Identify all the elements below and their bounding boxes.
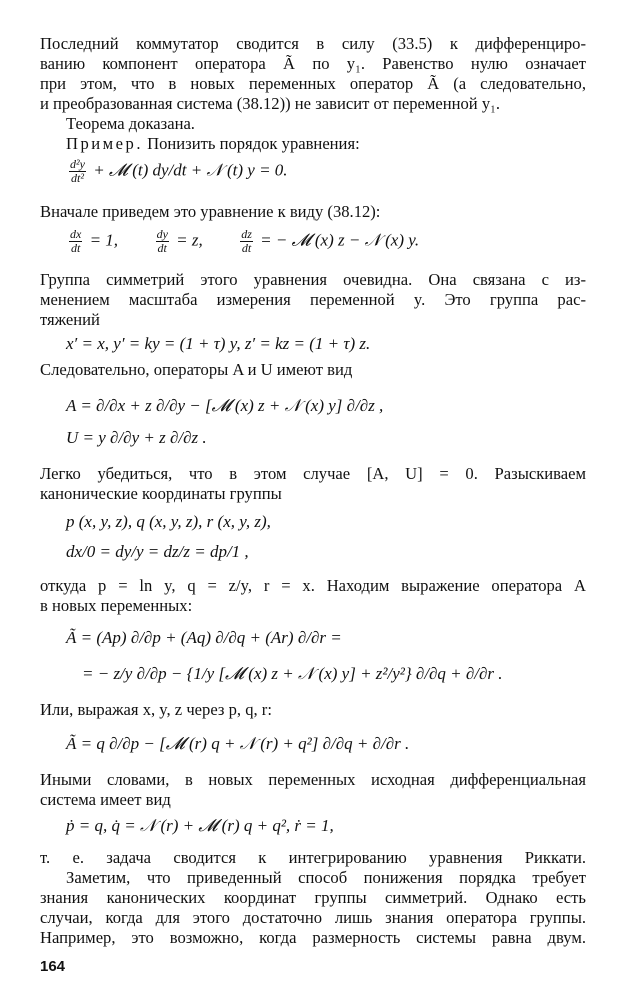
equation-a-tilde-3: Ã = q ∂/∂p − [𝓜 (r) q + 𝒩 (r) + q²] ∂/∂q + ∂/∂r . — [66, 734, 410, 753]
equation-part: = 1, — [89, 230, 119, 250]
text-line: в новых переменных: — [40, 596, 193, 615]
equation-system — [66, 228, 612, 258]
fraction: $\frac{dy}{dt}$ — [156, 227, 168, 255]
text-line: Следовательно, операторы A и U имеют вид — [40, 360, 353, 379]
fraction: $\frac{dz}{dt}$ — [241, 227, 252, 255]
equation-dilation: x′ = x, y′ = ky = (1 + τ) y, z′ = kz = (1 + τ) z. — [66, 334, 371, 353]
text-line: Вначале приведем это уравнение к виду (38.12): — [40, 202, 381, 221]
text-line: т. е. задача сводится к интегрированию уравнения Риккати. — [40, 848, 586, 867]
text-line: Легко убедиться, что в этом случае [A, U] = 0. Разыскиваем — [40, 464, 586, 483]
fraction: $\frac{\text{d²y}}{\text{dt²}}$ — [70, 157, 85, 185]
text-line: Группа симметрий этого уравнения очевидна. Она связана с из- — [40, 270, 586, 289]
text-line: Или, выражая x, y, z через p, q, r: — [40, 700, 272, 719]
equation-a-tilde-1: Ã = (Ap) ∂/∂p + (Aq) ∂/∂q + (Ar) ∂/∂r = — [66, 628, 342, 647]
text-line: Заметим, что приведенный способ понижения порядка требует — [66, 868, 586, 887]
text-line: при этом, что в новых переменных оператор Ã (а следовательно, — [40, 74, 586, 93]
text-line: Например, это возможно, когда размерность системы равна двум. — [40, 928, 586, 947]
example-label: Пример. — [66, 134, 143, 153]
text-line: откуда p = ln y, q = z/y, r = x. Находим выражение оператора A — [40, 576, 586, 595]
equation-a-tilde-2: = − z/y ∂/∂p − {1/y [𝓜 (x) z + 𝒩 (x) y] + z²/y²} ∂/∂q + ∂/∂r . — [82, 664, 503, 683]
equation-operator-u: U = y ∂/∂y + z ∂/∂z . — [66, 428, 207, 447]
equation-part: = − 𝓜 (x) z − 𝒩 (x) y. — [260, 230, 420, 250]
equation-tail: + 𝓜 (t) dy/dt + 𝒩 (t) y = 0. — [93, 160, 288, 180]
example-line — [66, 134, 586, 154]
equation-part: = z, — [176, 230, 203, 250]
equation-ratios: dx/0 = dy/y = dz/z = dp/1 , — [66, 542, 249, 561]
example-text: Понизить порядок уравнения: — [147, 134, 360, 153]
text-line: ванию компонент оператора Ã по y₁. Равенство нулю означает — [40, 54, 586, 73]
text-line: случаи, когда для этого достаточно лишь знания оператора группы. — [40, 908, 586, 927]
equation-operator-a: A = ∂/∂x + z ∂/∂y − [𝓜 (x) z + 𝒩 (x) y] ∂/∂z , — [66, 396, 384, 415]
text-line: и преобразованная система (38.12)) не зависит от переменной y₁. — [40, 94, 501, 113]
text-line: тяжений — [40, 310, 100, 329]
equation-final-system: ṗ = q, q̇ = 𝒩 (r) + 𝓜 (r) q + q², ṙ = 1, — [66, 816, 334, 835]
theorem-proved: Теорема доказана. — [66, 114, 195, 133]
equation-coords: p (x, y, z), q (x, y, z), r (x, y, z), — [66, 512, 271, 531]
text-line: система имеет вид — [40, 790, 171, 809]
text-line: канонические координаты группы — [40, 484, 282, 503]
page-number: 164 — [40, 958, 66, 975]
text-line: менением масштаба измерения переменной y. Это группа рас- — [40, 290, 586, 309]
fraction: $\frac{dx}{dt}$ — [70, 227, 82, 255]
text-line: Иными словами, в новых переменных исходная дифференциальная — [40, 770, 586, 789]
text-line: Последний коммутатор сводится в силу (33.5) к дифференциро- — [40, 34, 586, 53]
equation-riccati-source — [66, 158, 612, 188]
text-line: знания канонических координат группы симметрий. Однако есть — [40, 888, 586, 907]
